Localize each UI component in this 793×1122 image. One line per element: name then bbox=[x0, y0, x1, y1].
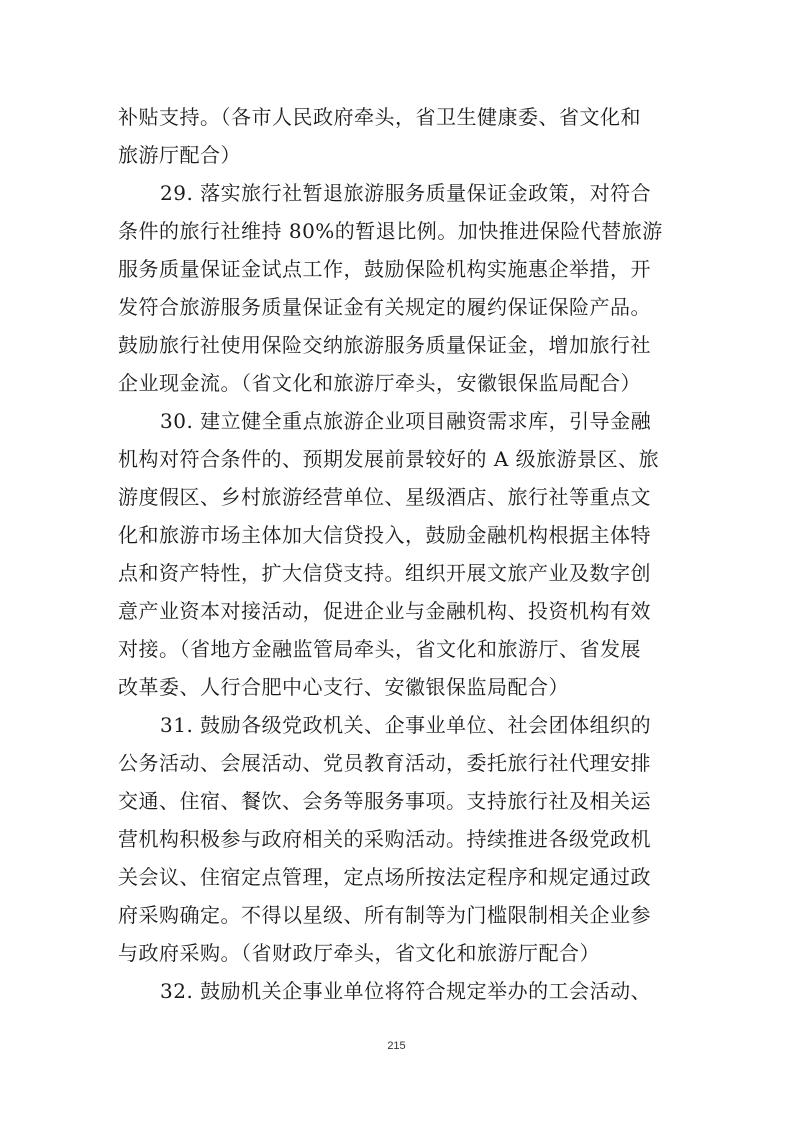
page-number: 215 bbox=[387, 1040, 406, 1052]
text-line-13: 点和资产特性，扩大信贷支持。组织开展文旅产业及数字创 bbox=[118, 561, 651, 585]
text-line-4: 条件的旅行社维持 80%的暂退比例。加快推进保险代替旅游 bbox=[118, 219, 663, 243]
text-line-8: 企业现金流。（省文化和旅游厅牵头，安徽银保监局配合） bbox=[118, 371, 641, 395]
text-line-1: 补贴支持。（各市人民政府牵头，省卫生健康委、省文化和 bbox=[118, 105, 641, 129]
text-line-22: 府采购确定。不得以星级、所有制等为门槛限制相关企业参 bbox=[118, 903, 651, 927]
text-line-20: 营机构积极参与政府相关的采购活动。持续推进各级党政机 bbox=[118, 827, 651, 851]
paragraph-32-start: 32. 鼓励机关企事业单位将符合规定举办的工会活动、 bbox=[160, 979, 652, 1003]
text-line-18: 公务活动、会展活动、党员教育活动，委托旅行社代理安排 bbox=[118, 751, 651, 775]
text-line-14: 意产业资本对接活动，促进企业与金融机构、投资机构有效 bbox=[118, 599, 651, 623]
text-line-2: 旅游厅配合） bbox=[118, 143, 241, 167]
paragraph-30-start: 30. 建立健全重点旅游企业项目融资需求库，引导金融 bbox=[160, 409, 652, 433]
text-line-7: 鼓励旅行社使用保险交纳旅游服务质量保证金，增加旅行社 bbox=[118, 333, 651, 357]
text-line-6: 发符合旅游服务质量保证金有关规定的履约保证保险产品。 bbox=[118, 295, 651, 319]
text-line-12: 化和旅游市场主体加大信贷投入，鼓励金融机构根据主体特 bbox=[118, 523, 651, 547]
text-line-15: 对接。（省地方金融监管局牵头，省文化和旅游厅、省发展 bbox=[118, 637, 641, 661]
text-line-16: 改革委、人行合肥中心支行、安徽银保监局配合） bbox=[118, 675, 569, 699]
paragraph-29-start: 29. 落实旅行社暂退旅游服务质量保证金政策，对符合 bbox=[160, 181, 652, 205]
paragraph-31-start: 31. 鼓励各级党政机关、企事业单位、社会团体组织的 bbox=[160, 713, 652, 737]
text-line-21: 关会议、住宿定点管理，定点场所按法定程序和规定通过政 bbox=[118, 865, 651, 889]
text-line-10: 机构对符合条件的、预期发展前景较好的 A 级旅游景区、旅 bbox=[118, 447, 660, 471]
text-line-19: 交通、住宿、餐饮、会务等服务事项。支持旅行社及相关运 bbox=[118, 789, 651, 813]
text-line-11: 游度假区、乡村旅游经营单位、星级酒店、旅行社等重点文 bbox=[118, 485, 651, 509]
text-line-23: 与政府采购。（省财政厅牵头，省文化和旅游厅配合） bbox=[118, 941, 600, 965]
text-line-5: 服务质量保证金试点工作，鼓励保险机构实施惠企举措，开 bbox=[118, 257, 651, 281]
